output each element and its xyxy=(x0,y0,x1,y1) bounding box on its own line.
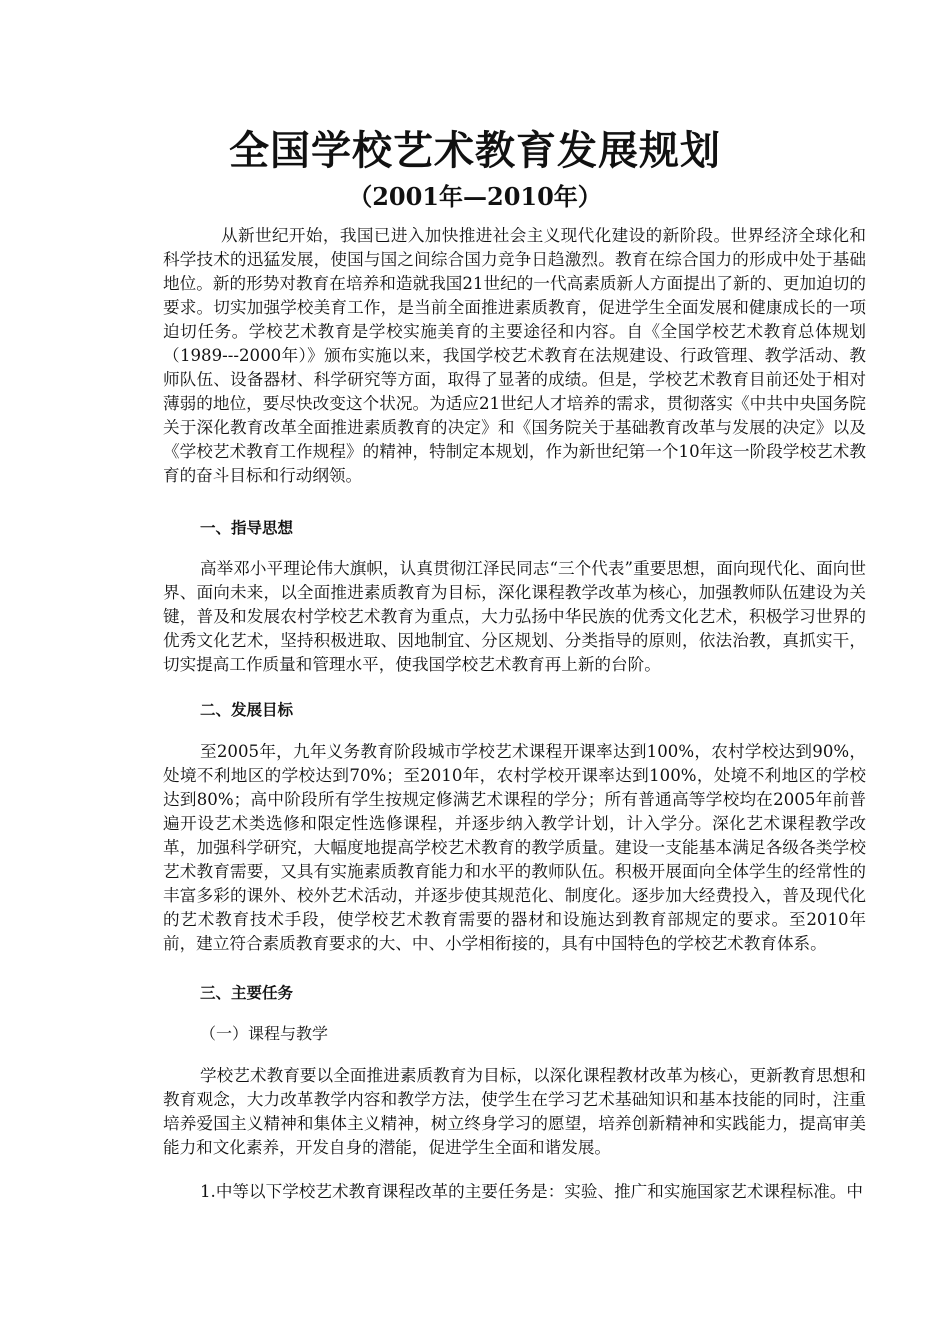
subsection-heading-curriculum: （一）课程与教学 xyxy=(200,1024,329,1043)
section-heading-development-goals: 二、发展目标 xyxy=(200,701,294,719)
section-paragraph-development-goals: 至2005年，九年义务教育阶段城市学校艺术课程开课率达到100%，农村学校达到90%，处境不利地区的学校达到70%；至2010年，农村学校开课率达到100%，处境不利地区的学校达到80%；高中阶段所有学生按规定修满艺术课程的学分；所有普通高等学校均在2005年前普遍开设艺术类选修和限定性选修课程，并逐步纳入教学计划，计入学分。深化艺术课程教学改革，加强科学研究，大幅度地提高学校艺术教育的教学质量。建设一支能基本满足各级各类学校艺术教育需要，又具有实施素质教育能力和水平的教师队伍。积极开展面向全体学生的经常性的丰富多彩的课外、校外艺术活动，并逐步使其规范化、制度化。逐步加大经费投入，普及现代化的艺术教育技术手段，使学校艺术教育需要的器材和设施达到教育部规定的要求。至2010年前，建立符合素质教育要求的大、中、小学相衔接的，具有中国特色的学校艺术教育体系。 xyxy=(163,742,866,953)
intro-paragraph: 从新世纪开始，我国已进入加快推进社会主义现代化建设的新阶段。世界经济全球化和科学技术的迅猛发展，使国与国之间综合国力竞争日趋激烈。教育在综合国力的形成中处于基础地位。新的形势对教育在培养和造就我国21世纪的一代高素质新人方面提出了新的、更加迫切的要求。切实加强学校美育工作，是当前全面推进素质教育，促进学生全面发展和健康成长的一项迫切任务。学校艺术教育是学校实施美育的主要途径和内容。自《全国学校艺术教育总体规划（1989---2000年）》颁布实施以来，我国学校艺术教育在法规建设、行政管理、教学活动、教师队伍、设备器材、科学研究等方面，取得了显著的成绩。但是，学校艺术教育目前还处于相对薄弱的地位，要尽快改变这个状况。为适应21世纪人才培养的需求，贯彻落实《中共中央国务院关于深化教育改革全面推进素质教育的决定》和《国务院关于基础教育改革与发展的决定》以及《学校艺术教育工作规程》的精神，特制定本规划，作为新世纪第一个10年这一阶段学校艺术教育的奋斗目标和行动纲领。 xyxy=(163,226,866,485)
section-paragraph-curriculum: 学校艺术教育要以全面推进素质教育为目标，以深化课程教材改革为核心，更新教育思想和教育观念，大力改革教学内容和教学方法，使学生在学习艺术基础知识和基本技能的同时，注重培养爱国主义精神和集体主义精神，树立终身学习的愿望，培养创新精神和实践能力，提高审美能力和文化素养，开发自身的潜能，促进学生全面和谐发展。 xyxy=(163,1066,866,1157)
document-subtitle: （2001年—2010年） xyxy=(348,182,602,211)
section-paragraph-guiding-ideology: 高举邓小平理论伟大旗帜，认真贯彻江泽民同志“三个代表”重要思想，面向现代化、面向世界、面向未来，以全面推进素质教育为目标，深化课程教学改革为核心，加强教师队伍建设为关键，普及和发展农村学校艺术教育为重点，大力弘扬中华民族的优秀文化艺术，积极学习世界的优秀文化艺术，坚持积极进取、因地制宜、分区规划、分类指导的原则，依法治教，真抓实干，切实提高工作质量和管理水平，使我国学校艺术教育再上新的台阶。 xyxy=(163,559,866,674)
section-heading-main-tasks: 三、主要任务 xyxy=(200,984,294,1002)
section-heading-guiding-ideology: 一、指导思想 xyxy=(200,519,294,537)
document-title: 全国学校艺术教育发展规划 xyxy=(229,127,721,174)
list-item-curriculum-reform: 1.中等以下学校艺术教育课程改革的主要任务是：实验、推广和实施国家艺术课程标准。中 xyxy=(200,1182,863,1201)
